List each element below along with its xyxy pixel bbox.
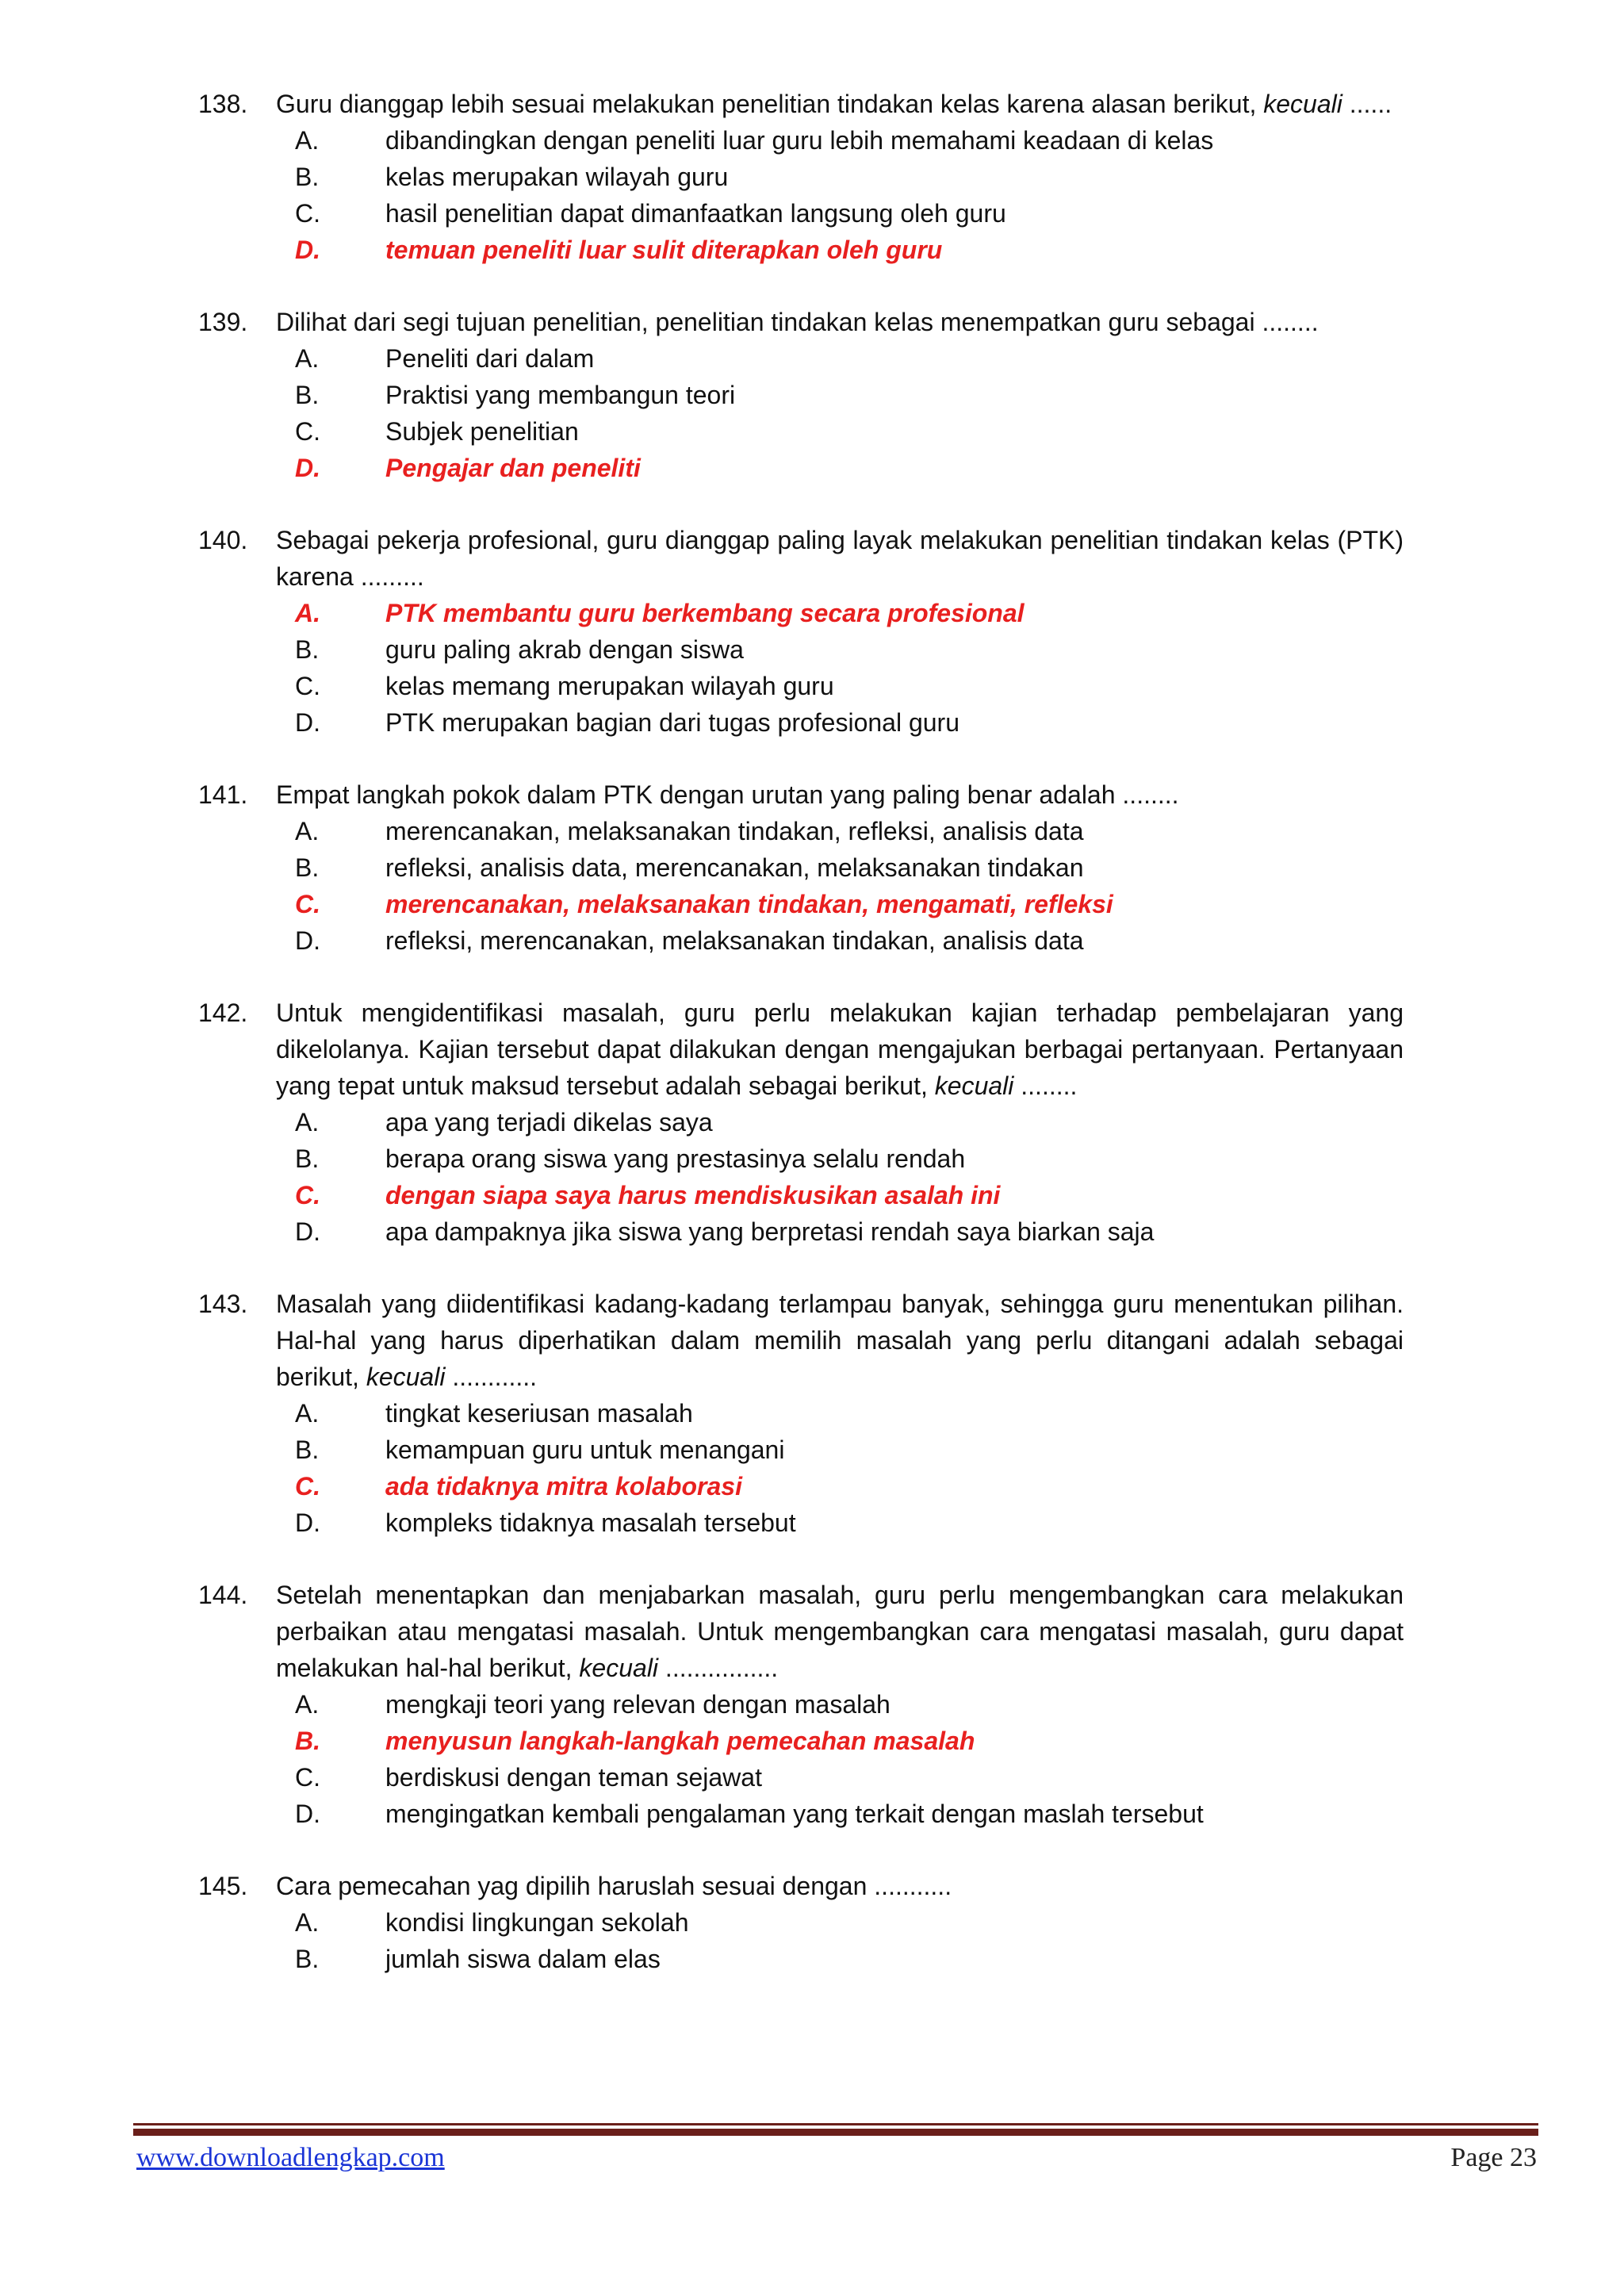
question-list (198, 86, 1404, 2013)
question-number: 143. (198, 1290, 248, 1318)
question-block (198, 86, 1404, 268)
answer-option (198, 122, 1404, 159)
answer-option (198, 1686, 1404, 1723)
option-letter: A. (295, 1108, 320, 1137)
question-text: Guru dianggap lebih sesuai melakukan penelitian tindakan kelas karena alasan berikut, (276, 90, 1264, 118)
footer-divider (133, 2123, 1538, 2136)
question-blank: ............ (445, 1363, 538, 1391)
answer-option (198, 413, 1404, 450)
question-stem (198, 776, 1404, 813)
option-letter: D. (295, 454, 320, 482)
page-number: Page 23 (1450, 2143, 1537, 2172)
question-exception-word: kecuali (1263, 90, 1342, 118)
option-letter: A. (295, 1690, 320, 1719)
question-block (198, 304, 1404, 486)
option-letter: D. (295, 1508, 320, 1537)
question-block (198, 522, 1404, 741)
question-number: 141. (198, 780, 248, 809)
answer-option (198, 195, 1404, 232)
footer-rule-thick (133, 2129, 1538, 2136)
option-text: menyusun langkah-langkah pemecahan masalah (385, 1727, 975, 1755)
option-letter: C. (295, 1763, 320, 1792)
option-letter: B. (295, 1945, 320, 1973)
answer-option (198, 377, 1404, 413)
question-block (198, 1286, 1404, 1541)
option-text: PTK membantu guru berkembang secara profesional (385, 599, 1025, 627)
option-letter: A. (295, 126, 320, 155)
question-exception-word: kecuali (934, 1071, 1014, 1100)
option-letter: D. (295, 708, 320, 737)
question-block (198, 1868, 1404, 1977)
question-exception-word: kecuali (366, 1363, 446, 1391)
answer-option (198, 340, 1404, 377)
option-text: guru paling akrab dengan siswa (385, 635, 744, 664)
question-text: Setelah menentapkan dan menjabarkan masalah, guru perlu mengembangkan cara melakukan perbaikan atau mengatasi masalah. Untuk mengembangkan cara mengatasi masalah, guru dapat melakukan hal-hal berikut, (276, 1581, 1404, 1682)
answer-option (198, 1140, 1404, 1177)
answer-option (198, 1941, 1404, 1977)
answer-option (198, 159, 1404, 195)
option-text: Peneliti dari dalam (385, 344, 595, 373)
answer-option (198, 922, 1404, 959)
option-text: jumlah siswa dalam elas (385, 1945, 661, 1973)
option-letter: D. (295, 926, 320, 955)
option-text: temuan peneliti luar sulit diterapkan oleh guru (385, 236, 943, 264)
option-letter: B. (295, 163, 320, 191)
option-letter: B. (295, 1144, 320, 1173)
answer-option (198, 849, 1404, 886)
option-text: berdiskusi dengan teman sejawat (385, 1763, 762, 1792)
question-exception-word: kecuali (579, 1654, 659, 1682)
question-blank: ........ (1013, 1071, 1078, 1100)
answer-option-correct (198, 1177, 1404, 1213)
option-letter: C. (295, 417, 320, 446)
question-stem (198, 304, 1404, 340)
answer-option-correct (198, 232, 1404, 268)
option-text: kelas memang merupakan wilayah guru (385, 672, 834, 700)
question-number: 138. (198, 90, 248, 118)
footer-rule-thin (133, 2123, 1538, 2125)
question-stem (198, 522, 1404, 595)
question-number: 145. (198, 1872, 248, 1900)
question-number: 140. (198, 526, 248, 554)
option-text: kelas merupakan wilayah guru (385, 163, 729, 191)
option-letter: A. (295, 599, 320, 627)
answer-option-correct (198, 886, 1404, 922)
option-letter: C. (295, 672, 320, 700)
question-block (198, 995, 1404, 1250)
answer-option (198, 1213, 1404, 1250)
question-block (198, 1577, 1404, 1832)
option-text: kemampuan guru untuk menangani (385, 1435, 785, 1464)
answer-option-correct (198, 1468, 1404, 1504)
option-letter: B. (295, 1727, 320, 1755)
option-text: Pengajar dan peneliti (385, 454, 641, 482)
option-letter: C. (295, 199, 320, 228)
option-letter: C. (295, 1472, 320, 1501)
question-number: 139. (198, 308, 248, 336)
option-text: dengan siapa saya harus mendiskusikan asalah ini (385, 1181, 1001, 1209)
option-text: merencanakan, melaksanakan tindakan, refleksi, analisis data (385, 817, 1084, 845)
option-letter: B. (295, 635, 320, 664)
option-text: apa dampaknya jika siswa yang berpretasi rendah saya biarkan saja (385, 1217, 1155, 1246)
option-text: tingkat keseriusan masalah (385, 1399, 693, 1428)
question-stem (198, 1577, 1404, 1686)
option-letter: C. (295, 890, 320, 918)
option-text: hasil penelitian dapat dimanfaatkan langsung oleh guru (385, 199, 1006, 228)
answer-option-correct (198, 450, 1404, 486)
option-letter: A. (295, 1908, 320, 1937)
option-text: kompleks tidaknya masalah tersebut (385, 1508, 796, 1537)
question-text: Dilihat dari segi tujuan penelitian, penelitian tindakan kelas menempatkan guru sebagai ........ (276, 308, 1319, 336)
question-text: Sebagai pekerja profesional, guru dianggap paling layak melakukan penelitian tindakan kelas (PTK) karena ......... (276, 526, 1404, 591)
answer-option (198, 1904, 1404, 1941)
option-letter: B. (295, 381, 320, 409)
answer-option (198, 1395, 1404, 1432)
option-text: Praktisi yang membangun teori (385, 381, 736, 409)
question-stem (198, 1868, 1404, 1904)
option-text: Subjek penelitian (385, 417, 579, 446)
option-letter: D. (295, 236, 320, 264)
option-text: ada tidaknya mitra kolaborasi (385, 1472, 742, 1501)
answer-option (198, 1432, 1404, 1468)
option-text: mengkaji teori yang relevan dengan masalah (385, 1690, 891, 1719)
option-text: merencanakan, melaksanakan tindakan, mengamati, refleksi (385, 890, 1113, 918)
option-text: mengingatkan kembali pengalaman yang terkait dengan maslah tersebut (385, 1800, 1204, 1828)
question-blank: ...... (1342, 90, 1392, 118)
option-letter: B. (295, 853, 320, 882)
question-number: 144. (198, 1581, 248, 1609)
question-text: Empat langkah pokok dalam PTK dengan urutan yang paling benar adalah ........ (276, 780, 1179, 809)
option-text: PTK merupakan bagian dari tugas profesional guru (385, 708, 959, 737)
option-text: refleksi, analisis data, merencanakan, melaksanakan tindakan (385, 853, 1084, 882)
option-text: berapa orang siswa yang prestasinya selalu rendah (385, 1144, 966, 1173)
option-text: apa yang terjadi dikelas saya (385, 1108, 713, 1137)
option-letter: A. (295, 344, 320, 373)
answer-option (198, 1504, 1404, 1541)
option-text: refleksi, merencanakan, melaksanakan tindakan, analisis data (385, 926, 1084, 955)
option-text: kondisi lingkungan sekolah (385, 1908, 689, 1937)
question-number: 142. (198, 999, 248, 1027)
question-blank: ................ (658, 1654, 779, 1682)
option-text: dibandingkan dengan peneliti luar guru lebih memahami keadaan di kelas (385, 126, 1214, 155)
answer-option (198, 1759, 1404, 1796)
answer-option-correct (198, 595, 1404, 631)
option-letter: A. (295, 1399, 320, 1428)
option-letter: B. (295, 1435, 320, 1464)
answer-option (198, 1104, 1404, 1140)
answer-option (198, 631, 1404, 668)
footer-website-link[interactable]: www.downloadlengkap.com (136, 2143, 445, 2172)
option-letter: A. (295, 817, 320, 845)
option-letter: D. (295, 1217, 320, 1246)
answer-option (198, 668, 1404, 704)
answer-option (198, 1796, 1404, 1832)
answer-option (198, 704, 1404, 741)
question-stem (198, 1286, 1404, 1395)
question-text: Masalah yang diidentifikasi kadang-kadang terlampau banyak, sehingga guru menentukan pilihan. Hal-hal yang harus diperhatikan dalam memilih masalah yang perlu ditangani adalah sebagai berikut, (276, 1290, 1404, 1391)
question-stem (198, 995, 1404, 1104)
option-letter: D. (295, 1800, 320, 1828)
option-letter: C. (295, 1181, 320, 1209)
question-text: Untuk mengidentifikasi masalah, guru perlu melakukan kajian terhadap pembelajaran yang dikelolanya. Kajian tersebut dapat dilakukan dengan mengajukan berbagai pertanyaan. Pertanyaan yang tepat untuk maksud tersebut adalah sebagai berikut, (276, 999, 1404, 1100)
question-text: Cara pemecahan yag dipilih haruslah sesuai dengan ........... (276, 1872, 952, 1900)
question-block (198, 776, 1404, 959)
answer-option (198, 813, 1404, 849)
question-stem (198, 86, 1404, 122)
answer-option-correct (198, 1723, 1404, 1759)
